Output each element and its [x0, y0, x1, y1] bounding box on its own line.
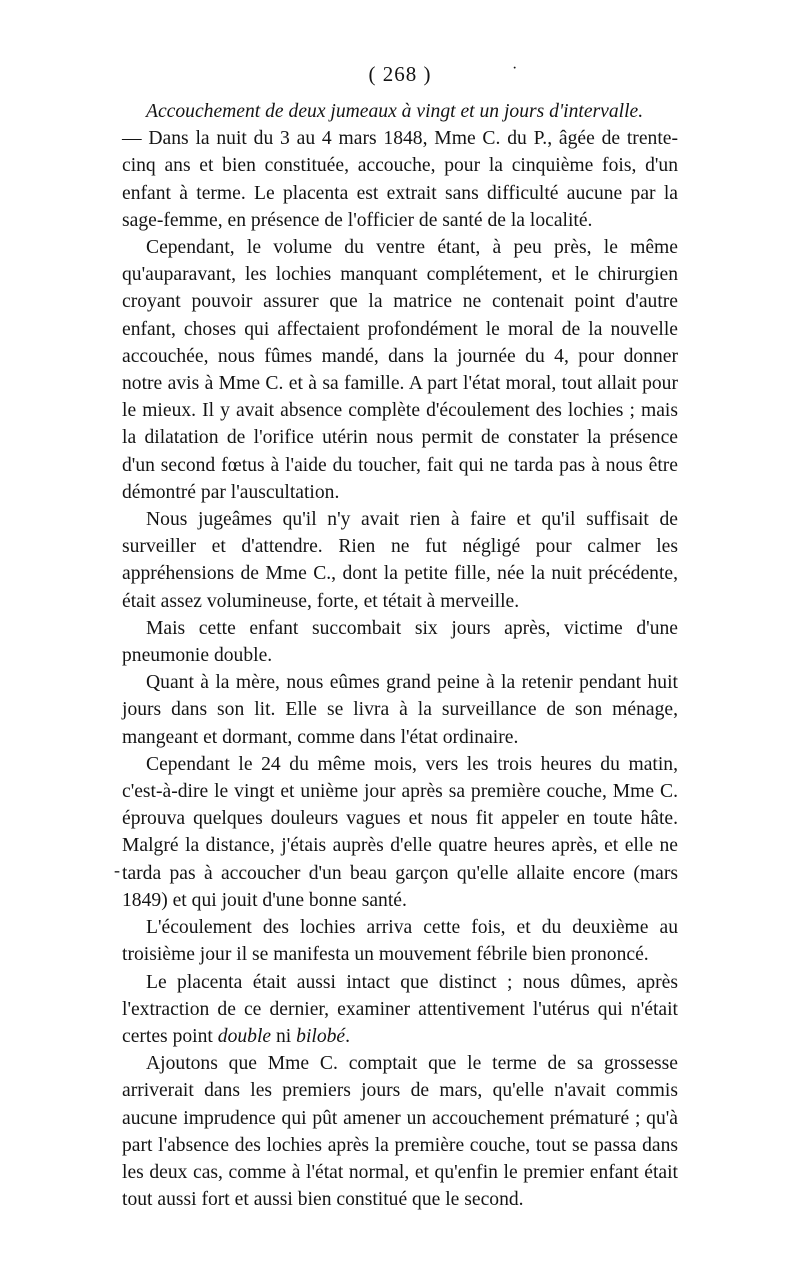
emphasis-bilobe: bilobé — [296, 1025, 346, 1047]
article-headline-paragraph — [122, 98, 678, 125]
paragraph-8 — [122, 969, 678, 1051]
article-headline: Accouchement de deux jumeaux à vingt et un jours d'intervalle. — [146, 101, 644, 122]
paragraph-3: Nous jugeâmes qu'il n'y avait rien à faire et qu'il suffisait de surveiller et d'attendre. Rien ne fut négligé pour calmer les appréhensions de Mme C., dont la petite fille, née la nuit précédente, était assez volumineuse, forte, et tétait à merveille. — [122, 509, 678, 612]
paragraph-8-connector: ni — [271, 1025, 297, 1047]
paragraph-8-end: . — [345, 1025, 351, 1047]
paragraph-8-text: Le placenta était aussi intact que distinct ; nous dûmes, après l'extraction de ce dernier, examiner attentivement l'utérus qui n'était certes point — [122, 971, 678, 1047]
emphasis-double: double — [217, 1025, 272, 1047]
paragraph-6: Cependant le 24 du même mois, vers les trois heures du matin, c'est-à-dire le vingt et unième jour après sa première couche, Mme C. éprouva quelques douleurs vagues et nous fit appeler en toute hâte. Malgré la distance, j'étais auprès d'elle quatre heures après, et elle ne tarda pas à accoucher d'un beau garçon qu'elle allaite encore (mars 1849) et qui jouit d'une bonne santé. — [122, 753, 678, 911]
paragraph-4: Mais cette enfant succombait six jours après, victime d'une pneumonie double. — [122, 617, 678, 667]
paragraph-7: L'écoulement des lochies arriva cette fois, et du deuxième au troisième jour il se manifesta un mouvement fébrile bien prononcé. — [122, 917, 678, 966]
page-number-label: ( 268 ) — [368, 62, 432, 86]
margin-mark: - — [114, 860, 120, 880]
paragraph-5: Quant à la mère, nous eûmes grand peine à la retenir pendant huit jours dans son lit. Elle se livra à la surveillance de son ménage, mangeant et dormant, comme dans l'état ordinaire. — [122, 672, 678, 748]
paragraph-1: — Dans la nuit du 3 au 4 mars 1848, Mme C. du P., âgée de trente-cinq ans et bien constituée, accouche, pour la cinquième fois, d'un enfant à terme. Le placenta est extrait sans difficulté aucune par la sage-femme, en présence de l'officier de santé de la localité. — [122, 128, 678, 231]
page-number — [0, 62, 800, 87]
article-body — [122, 98, 678, 1213]
paragraph-2: Cependant, le volume du ventre étant, à peu près, le même qu'auparavant, les lochies manquant complétement, et le chirurgien croyant pouvoir assurer que la matrice ne contenait point d'autre enfant, choses qui affectaient profondément le moral de la nouvelle accouchée, nous fûmes mandé, dans la journée du 4, pour donner notre avis à Mme C. et à sa famille. A part l'état moral, tout allait pour le mieux. Il y avait absence complète d'écoulement des lochies ; mais la dilatation de l'orifice utérin nous permit de constater la présence d'un second fœtus à l'aide du toucher, fait qui ne tarda pas à nous être démontré par l'auscultation. — [122, 237, 678, 503]
page-dot-mark: · — [512, 60, 519, 77]
paragraph-9: Ajoutons que Mme C. comptait que le terme de sa grossesse arriverait dans les premiers jours de mars, qu'elle n'avait commis aucune imprudence qui pût amener un accouchement prématuré ; qu'à part l'absence des lochies après la première couche, tout se passa dans les deux cas, comme à l'état normal, et qu'enfin le premier enfant était tout aussi fort et aussi bien constitué que le second. — [122, 1053, 678, 1211]
